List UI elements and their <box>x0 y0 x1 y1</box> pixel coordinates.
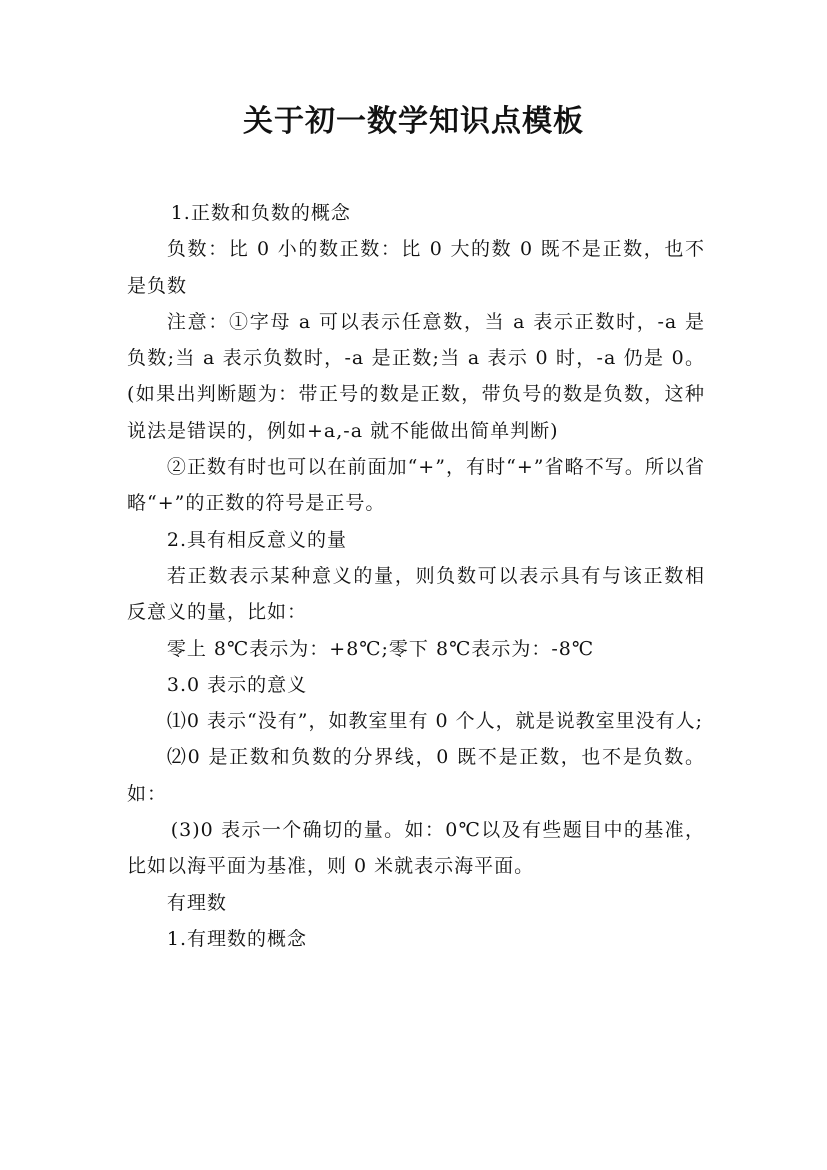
paragraph-definition: 负数：比 0 小的数正数：比 0 大的数 0 既不是正数，也不是负数 <box>127 238 705 297</box>
section-heading-positive-negative: 1.正数和负数的概念 <box>170 202 351 224</box>
paragraph-opposite-meaning: 若正数表示某种意义的量，则负数可以表示具有与该正数相反意义的量，比如： <box>127 564 705 624</box>
section-heading-zero-meaning: 3.0 表示的意义 <box>166 673 308 696</box>
section-heading-opposite-quantities: 2.具有相反意义的量 <box>166 528 348 551</box>
paragraph-zero-none: ⑴0 表示“没有”，如教室里有 0 个人，就是说教室里没有人; <box>166 710 704 733</box>
paragraph-note-1: 注意：①字母 a 可以表示任意数，当 a 表示正数时，-a 是负数;当 a 表示负数时，-a 是正数;当 a 表示 0 时，-a 仍是 0。(如果出判断题为：带正号的数是正数，带负号的数是负数，这种说法是错误的，例如+a,-a 就不能做出简单判断) <box>127 310 705 442</box>
document-title: 关于初一数学知识点模板 <box>243 104 584 139</box>
document-body <box>127 195 705 957</box>
paragraph-temperature-example: 零上 8℃表示为：+8℃;零下 8℃表示为：-8℃ <box>166 637 595 660</box>
paragraph-zero-exact: (3)0 表示一个确切的量。如：0℃以及有些题目中的基准，比如以海平面为基准，则 0 米就表示海平面。 <box>127 819 705 878</box>
section-heading-rational-numbers: 有理数 <box>166 891 227 914</box>
paragraph-note-2: ②正数有时也可以在前面加“+”，有时“+”省略不写。所以省略“+”的正数的符号是正号。 <box>127 456 705 515</box>
paragraph-zero-boundary: ⑵0 是正数和负数的分界线，0 既不是正数，也不是负数。如： <box>127 746 705 805</box>
section-heading-rational-concept: 1.有理数的概念 <box>166 927 308 950</box>
